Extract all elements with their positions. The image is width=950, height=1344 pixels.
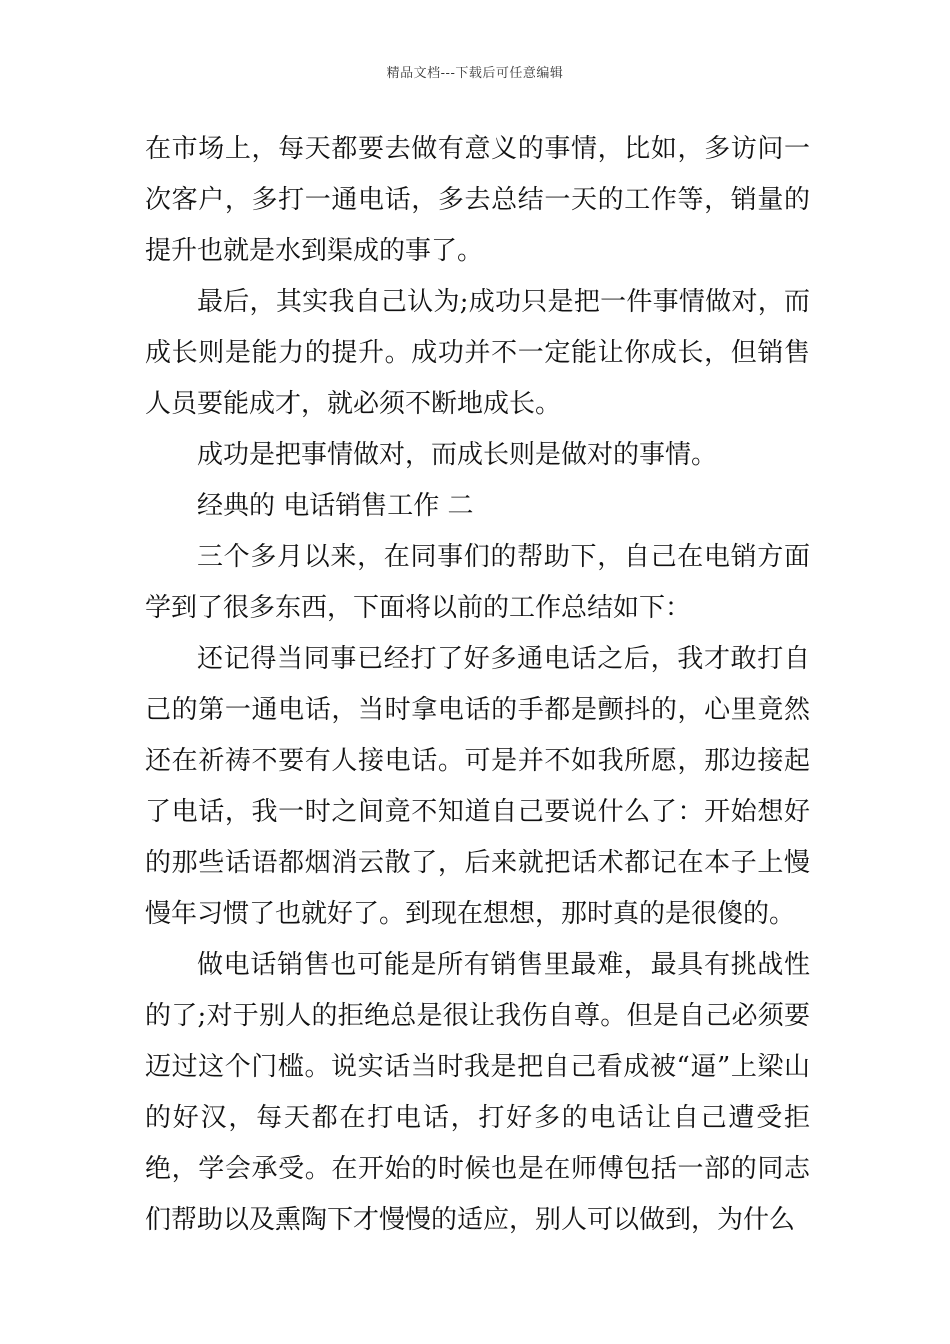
document-body <box>145 124 810 1246</box>
paragraph-6: 还记得当同事已经打了好多通电话之后，我才敢打自己的第一通电话，当时拿电话的手都是颤抖的，心里竟然还在祈祷不要有人接电话。可是并不如我所愿，那边接起了电话，我一时之间竟不知道自己要说什么了：开始想好的那些话语都烟消云散了，后来就把话术都记在本子上慢慢年习惯了也就好了。到现在想想，那时真的是很傻的。 <box>145 644 810 929</box>
paragraph-1: 在市场上，每天都要去做有意义的事情，比如，多访问一次客户，多打一通电话，多去总结一天的工作等，销量的提升也就是水到渠成的事了。 <box>145 134 810 266</box>
section-heading: 经典的 电话销售工作 二 <box>197 491 474 521</box>
paragraph-2: 最后，其实我自己认为;成功只是把一件事情做对，而成长则是能力的提升。成功并不一定能让你成长，但销售人员要能成才，就必须不断地成长。 <box>145 287 810 419</box>
paragraph-7: 做电话销售也可能是所有销售里最难，最具有挑战性的了;对于别人的拒绝总是很让我伤自尊。但是自己必须要迈过这个门槛。说实话当时我是把自己看成被“逼”上梁山的好汉，每天都在打电话，打好多的电话让自己遭受拒绝，学会承受。在开始的时候也是在师傅包括一部的同志们帮助以及熏陶下才慢慢的适应，别人可以做到，为什么 <box>145 950 810 1235</box>
paragraph-5: 三个多月以来，在同事们的帮助下，自己在电销方面学到了很多东西，下面将以前的工作总结如下： <box>145 542 810 623</box>
page-header: 精品文档---下载后可任意编辑 <box>386 66 564 81</box>
paragraph-3: 成功是把事情做对，而成长则是做对的事情。 <box>197 440 718 470</box>
